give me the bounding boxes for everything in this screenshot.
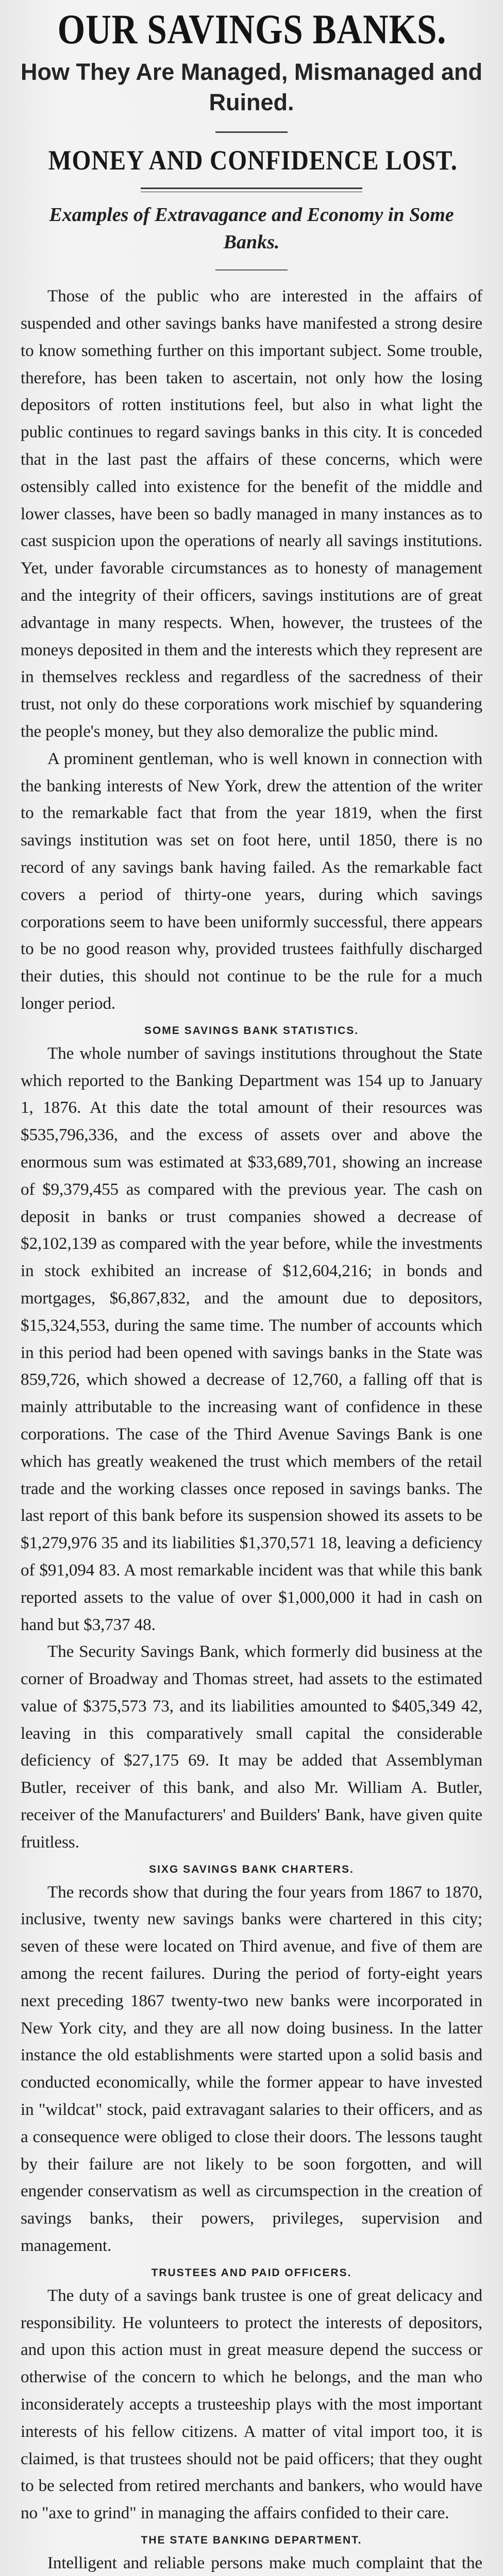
paragraph: The duty of a savings bank trustee is one of great delicacy and responsibility. He volunteers to protect the interests of depositors, and upon this action must in great measure depend the success or otherwise of the concern to which he belongs, and the man who inconsiderately accepts a trusteeship plays with the most important interests of his fellow citizens. A matter of vital import too, it is claimed, is that trustees should not be paid officers; that they ought to be selected from retired merchants and bankers, who would have no "axe to grind" in managing the affairs confided to their care. — [21, 2285, 482, 2523]
paragraph: A prominent gentleman, who is well known in connection with the banking interests of New York, drew the attention of the writer to the remarkable fact that from the year 1819, when the first savings institution was set on foot here, until 1850, there is no record of any savings bank having failed. As the remarkable fact covers a period of thirty-one years, during which savings corporations seem to have been uniformly successful, there appears to be no good reason why, provided trustees faithfully discharged their duties, this should not continue to be the rule for a much longer period. — [21, 749, 482, 1013]
article-column — [21, 0, 482, 2576]
section-heading: SOME SAVINGS BANK STATISTICS. — [144, 1024, 359, 1037]
divider-rule — [215, 131, 288, 133]
section-heading: TRUSTEES AND PAID OFFICERS. — [151, 2266, 352, 2279]
article-headline: OUR SAVINGS BANKS. — [57, 6, 447, 53]
section-trustees — [21, 2267, 482, 2527]
article-subhead: How They Are Managed, Mismanaged and Ruined. — [21, 59, 483, 116]
paragraph: The records show that during the four years from 1867 to 1870, inclusive, twenty new savings banks were chartered in this city; seven of these were located on Third avenue, and five of them are among the recent failures. During the period of forty-eight years next preceding 1867 twenty-two new banks were incorporated in New York city, and they are all now doing business. In the latter instance the old establishments were started upon a solid basis and conducted economically, while the former appear to have invested in "wildcat" stock, paid extravagant salaries to their officers, and as a consequence were obliged to close their doors. The lessons taught by their failure are not likely to be soon forgotten, and will engender conservatism as well as circumspection in the creation of savings banks, their powers, privileges, supervision and management. — [21, 1882, 482, 2256]
double-rule — [141, 188, 362, 192]
paragraph: Intelligent and reliable persons make much complaint that the — [47, 2553, 482, 2572]
section-headline: MONEY AND CONFIDENCE LOST. — [48, 144, 458, 176]
section-charters — [21, 1863, 482, 2260]
intro-paragraphs — [21, 283, 482, 1018]
divider-rule — [215, 269, 288, 270]
section-banking-department — [21, 2534, 482, 2576]
paragraph: The Security Savings Bank, which formerly did business at the corner of Broadway and Thomas street, had assets to the estimated value of $375,573 73, and its liabilities amounted to $405,349 42, leaving in this comparatively small capital the considerable deficiency of $27,175 69. It may be added that Assemblyman Butler, receiver of this bank, and also Mr. William A. Butler, receiver of the Manufacturers' and Builders' Bank, have given quite fruitless. — [21, 1642, 482, 1852]
section-statistics — [21, 1025, 482, 1856]
section-heading: THE STATE BANKING DEPARTMENT. — [141, 2534, 362, 2546]
article-deck: Examples of Extravagance and Economy in Some Banks. — [49, 204, 454, 253]
paragraph: Those of the public who are interested in the affairs of suspended and other savings banks have manifested a strong desire to know something further on this important subject. Some trouble, therefore, has been taken to ascertain, not only how the losing depositors of rotten institutions feel, but also in what light the public continues to regard savings banks in this city. It is conceded that in the last past the affairs of these concerns, which were ostensibly called into existence for the benefit of the middle and lower classes, have been so badly managed in many instances as to cast suspicion upon the operations of nearly all savings institutions. Yet, under favorable circumstances as to honesty of management and the integrity of their officers, savings institutions are of great advantage in many respects. When, however, the trustees of the moneys deposited in them and the interests which they represent are in themselves reckless and regardless of the sacredness of their trust, not only do these corporations work mischief by squandering the people's money, but they also demoralize the public mind. — [21, 286, 482, 741]
section-heading: SIXG SAVINGS BANK CHARTERS. — [149, 1863, 354, 1875]
paragraph: The whole number of savings institutions throughout the State which reported to the Banking Department was 154 up to January 1, 1876. At this date the total amount of their resources was $535,796,336, and the excess of assets over and above the enormous sum was estimated at $33,689,701, showing an increase of $9,379,455 as compared with the previous year. The cash on deposit in banks or trust companies showed a decrease of $2,102,139 as compared with the year before, while the investments in stock exhibited an increase of $12,604,216; in bonds and mortgages, $6,867,832, and the amount due to depositors, $15,324,553, during the same time. The number of accounts which in this period had been opened with savings banks in the State was 859,726, which showed a decrease of 12,760, a falling off that is mainly attributable to the increasing want of confidence in these corporations. The case of the Third Avenue Savings Bank is one which has greatly weakened the trust which members of the retail trade and the working classes once reposed in savings banks. The last report of this bank before its suspension showed its assets to be $1,279,976 35 and its liabilities $1,370,571 18, leaving a deficiency of $91,094 83. A most remarkable incident was that while this bank reported assets to the value of over $1,000,000 it had in cash on hand but $3,737 48. — [21, 1043, 482, 1634]
